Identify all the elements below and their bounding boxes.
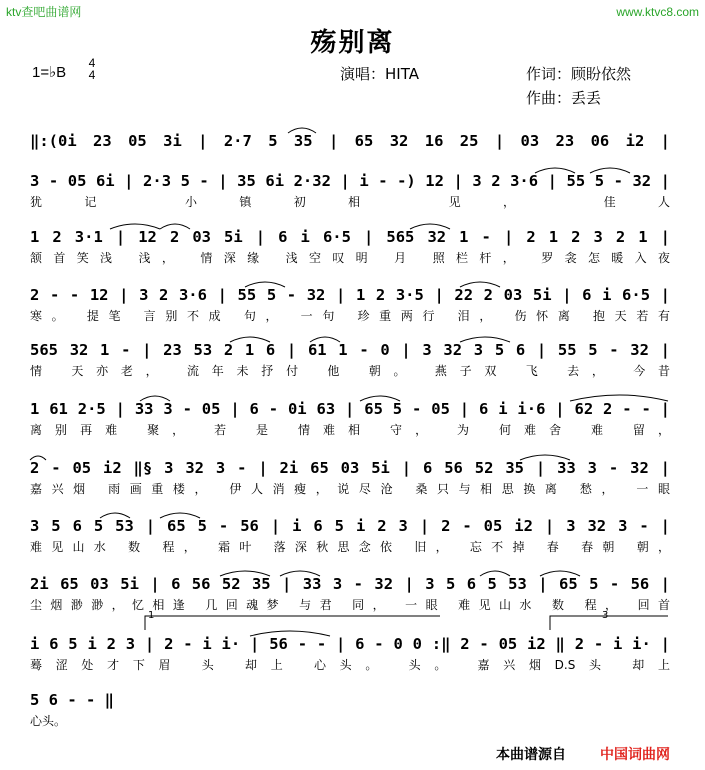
volta-1-label: 1 (148, 610, 155, 621)
source-credit: 本曲谱源自 (496, 747, 566, 763)
lyric-line: 嘉兴烟 雨画重楼， 伊人消瘦，说尽沧 桑只与相思换离 愁， 一眼 (30, 482, 670, 496)
notation-row: 5 6 - - ‖ (30, 691, 114, 709)
lyric-line: 犹记 小镇初相 见， 佳人 (30, 195, 670, 209)
notation-row: ‖:(0i 23 05 3i | 2·7 5 35 | 65 32 16 25 | 03 23 06 i2 | (30, 132, 670, 150)
notation-row: 1 61 2·5 | 33 3 - 05 | 6 - 0i 63 | 65 5 - 05 | 6 i i·6 | 62 2 - - | (30, 400, 670, 418)
song-title: 殇别离 (310, 28, 395, 58)
notation-row: 565 32 1 - | 23 53 2 1 6 | 61 1 - 0 | 3 32 3 5 6 | 55 5 - 32 | (30, 341, 670, 359)
volta-3-label: 3 (602, 610, 609, 621)
source-site-link[interactable]: 中国词曲网 (600, 747, 670, 763)
lyric-line: 难见山水 数 程， 霜叶 落深秋思念依 旧， 忘不掉 春 春朝 朝， (30, 540, 670, 554)
time-signature-bottom: 4 (88, 68, 96, 82)
composer-credit: 作曲：丢丢 (526, 89, 602, 107)
lyric-line: 情 天亦老， 流年未抒付 他 朝。 燕子双 飞 去， 今昔 (30, 364, 670, 378)
watermark-left: ktv查吧曲谱网 (6, 5, 82, 19)
lyric-line: 蓦涩处才下眉 头 却上 心头。 头。 嘉兴烟D.S头 却上 (30, 658, 670, 672)
notation-row: 3 - 05 6i | 2·3 5 - | 35 6i 2·32 | i - -) 12 | 3 2 3·6 | 55 5 - 32 | (30, 172, 670, 190)
key-signature: 1=♭B (32, 64, 67, 81)
notation-row: 2 - 05 i2 ‖§ 3 32 3 - | 2i 65 03 5i | 6 56 52 35 | 33 3 - 32 | (30, 459, 670, 477)
lyric-line: 尘烟渺渺，忆相逢 几回魂梦 与君 同， 一眼 难见山水 数 程， 回首 (30, 598, 670, 612)
lyric-line: 心头。 (30, 714, 67, 728)
lyric-line: 颔首笑浅 浅， 情深缘 浅空叹明 月 照栏杆， 罗衾怎暖入夜 (30, 251, 670, 265)
notation-row: 2i 65 03 5i | 6 56 52 35 | 33 3 - 32 | 3 5 6 5 53 | 65 5 - 56 | (30, 575, 670, 593)
lyricist-credit: 作词：顾盼依然 (526, 65, 632, 83)
notation-row: 2 - - 12 | 3 2 3·6 | 55 5 - 32 | 1 2 3·5 | 22 2 03 5i | 6 i 6·5 | (30, 286, 670, 304)
watermark-right: www.ktvc8.com (616, 5, 699, 19)
time-signature (86, 57, 98, 81)
notation-row: 3 5 6 5 53 | 65 5 - 56 | i 6 5 i 2 3 | 2 - 05 i2 | 3 32 3 - | (30, 517, 670, 535)
notation-row: i 6 5 i 2 3 | 2 - i i· | 56 - - | 6 - 0 0 :‖ 2 - 05 i2 ‖ 2 - i i· | (30, 635, 670, 653)
notation-row: 1 2 3·1 | 12 2 03 5i | 6 i 6·5 | 565 32 1 - | 2 1 2 3 2 1 | (30, 228, 670, 246)
lyric-line: 寒。 提笔 言别不成 句， 一句 珍重两行 泪， 伤怀离 抱天若有 (30, 309, 670, 323)
time-signature-top: 4 (88, 56, 96, 70)
singer-credit: 演唱：HITA (340, 65, 419, 83)
lyric-line: 离别再难 聚， 若 是 情难相 守， 为 何难舍 难 留， (30, 423, 670, 437)
